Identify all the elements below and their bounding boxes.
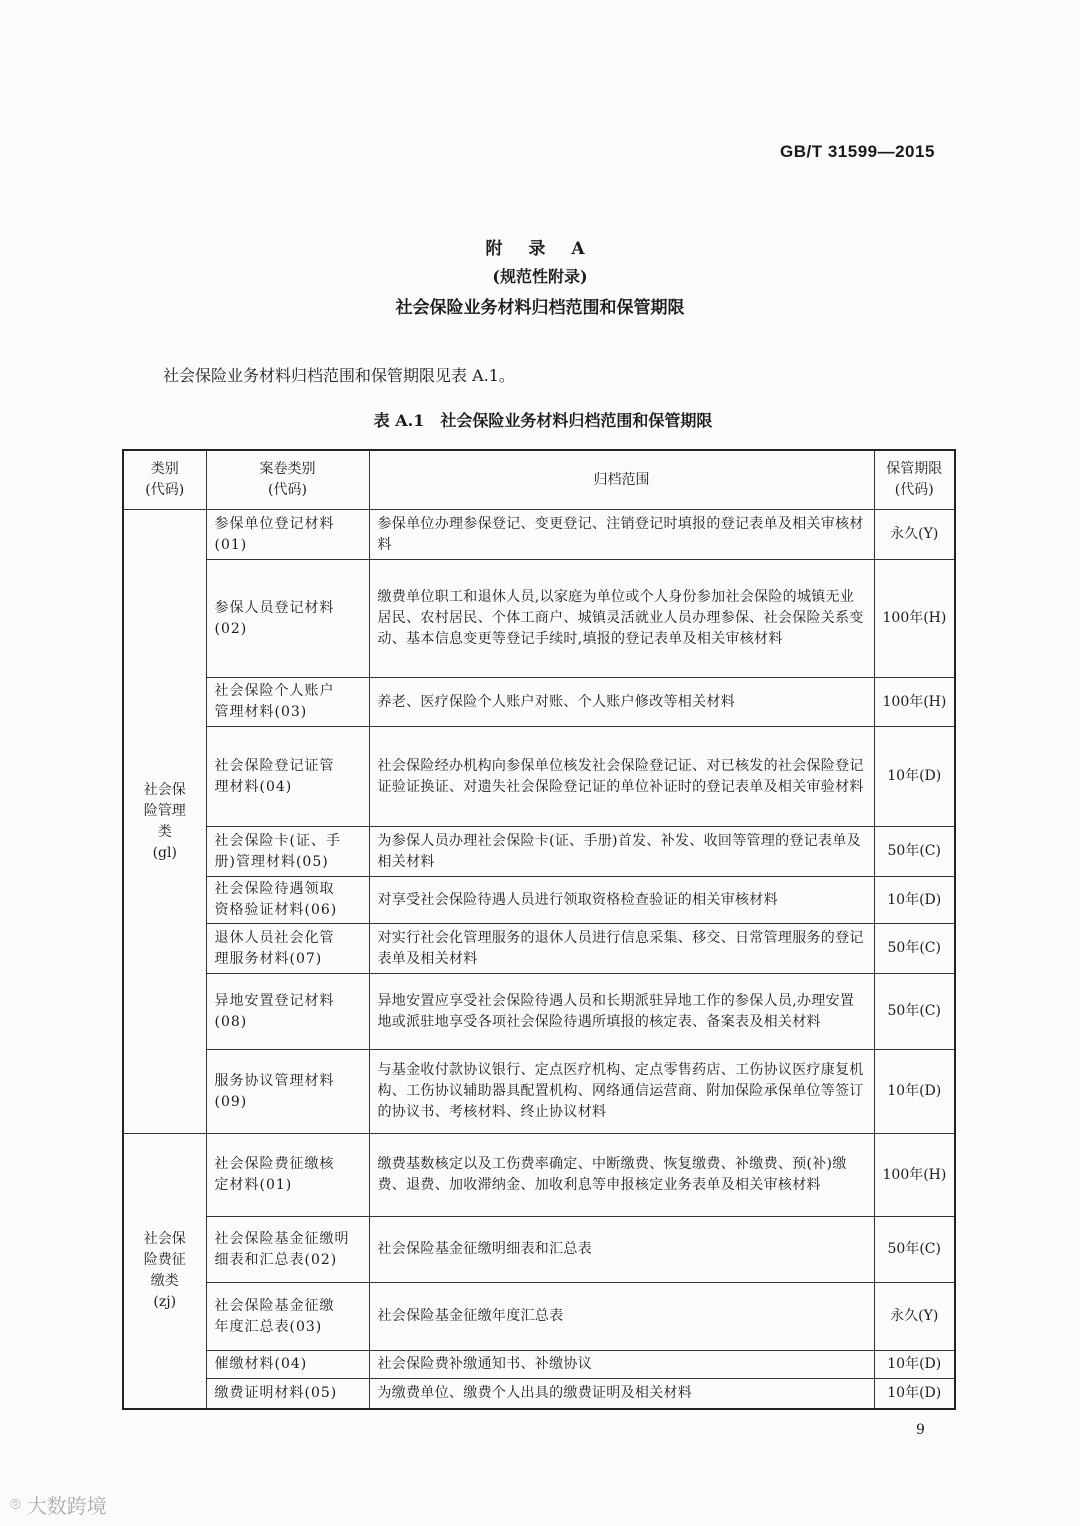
retention-period-cell: 永久(Y)	[874, 510, 955, 560]
volume-type-line: 参保单位登记材料	[214, 515, 335, 532]
table-row	[123, 560, 955, 678]
table-row	[123, 1050, 955, 1134]
retention-period-cell: 50年(C)	[874, 827, 955, 877]
volume-type-cell	[206, 1134, 369, 1217]
volume-type-cell	[206, 924, 369, 974]
volume-type-line: 管理材料(03)	[214, 704, 308, 720]
volume-type-line: 社会保险卡(证、手	[214, 832, 341, 849]
appendix-main-title: 社会保险业务材料归档范围和保管期限	[395, 298, 685, 318]
volume-type-line: 参保人员登记材料	[214, 599, 335, 616]
header-category	[123, 450, 206, 510]
volume-type-line: 缴费证明材料(05)	[214, 1384, 338, 1401]
archive-scope-cell: 参保单位办理参保登记、变更登记、注销登记时填报的登记表单及相关审核材料	[369, 510, 874, 560]
page-number: 9	[916, 1422, 925, 1438]
retention-period-cell: 10年(D)	[874, 1050, 955, 1134]
header-volume	[206, 450, 369, 510]
archive-scope-cell: 社会保险基金征缴明细表和汇总表	[369, 1217, 874, 1283]
volume-type-line: (09)	[214, 1093, 248, 1110]
table-row	[123, 1351, 955, 1379]
retention-table	[122, 449, 956, 1410]
table-row	[123, 727, 955, 827]
retention-period-cell: 50年(C)	[874, 924, 955, 974]
volume-type-cell	[206, 1283, 369, 1351]
volume-type-line: 服务协议管理材料	[214, 1072, 335, 1089]
volume-type-line: 社会保险个人账户	[214, 683, 335, 699]
volume-type-line: 册)管理材料(05)	[214, 853, 329, 870]
table-body	[123, 510, 955, 1409]
archive-scope-cell: 异地安置应享受社会保险待遇人员和长期派驻异地工作的参保人员,办理安置地或派驻地享受各项社会保险待遇所填报的核定表、备案表及相关材料	[369, 974, 874, 1050]
volume-type-cell	[206, 727, 369, 827]
table-row	[123, 877, 955, 924]
retention-period-cell: 10年(D)	[874, 877, 955, 924]
header-volume-label: 案卷类别	[259, 461, 316, 477]
table-row	[123, 510, 955, 560]
table-row	[123, 1217, 955, 1283]
header-volume-code: (代码)	[268, 482, 307, 498]
category-line: (zj)	[153, 1293, 177, 1310]
category-line: 缴类	[150, 1272, 179, 1289]
category-cell	[123, 1134, 206, 1409]
header-category-code: (代码)	[145, 482, 185, 498]
category-line: 社会保	[143, 781, 186, 798]
volume-type-cell	[206, 974, 369, 1050]
volume-type-line: (02)	[214, 620, 248, 637]
header-retention	[874, 450, 955, 510]
header-retention-label: 保管期限	[886, 461, 943, 477]
archive-scope-cell: 对享受社会保险待遇人员进行领取资格检查验证的相关审核材料	[369, 877, 874, 924]
volume-type-line: 退休人员社会化管	[214, 929, 335, 946]
volume-type-line: 异地安置登记材料	[214, 992, 335, 1009]
volume-type-line: (01)	[214, 536, 248, 553]
retention-period-cell: 100年(H)	[874, 560, 955, 678]
table-row	[123, 1379, 955, 1409]
category-cell	[123, 510, 206, 1134]
volume-type-line: 社会保险登记证管	[214, 757, 335, 774]
volume-type-line: 社会保险基金征缴明	[214, 1230, 350, 1247]
volume-type-line: 细表和汇总表(02)	[214, 1251, 338, 1268]
retention-period-cell: 50年(C)	[874, 1217, 955, 1283]
retention-period-cell: 100年(H)	[874, 1134, 955, 1217]
volume-type-cell	[206, 1050, 369, 1134]
archive-scope-cell: 缴费单位职工和退休人员,以家庭为单位或个人身份参加社会保险的城镇无业居民、农村居民、个体工商户、城镇灵活就业人员办理参保、社会保险关系变动、基本信息变更等登记手续时,填报的登记表单及相关审核材料	[369, 560, 874, 678]
category-line: (gl)	[152, 844, 177, 861]
retention-period-cell: 10年(D)	[874, 727, 955, 827]
table-row	[123, 924, 955, 974]
retention-period-cell: 10年(D)	[874, 1379, 955, 1409]
volume-type-line: 定材料(01)	[214, 1177, 293, 1193]
archive-scope-cell: 社会保险经办机构向参保单位核发社会保险登记证、对已核发的社会保险登记证验证换证、对遗失社会保险登记证的单位补证时的登记表单及相关审验材料	[369, 727, 874, 827]
table-row	[123, 678, 955, 727]
header-retention-code: (代码)	[894, 482, 934, 498]
volume-type-cell	[206, 1351, 369, 1379]
retention-period-cell: 50年(C)	[874, 974, 955, 1050]
table-header-row	[123, 450, 955, 510]
table-row	[123, 974, 955, 1050]
archive-scope-cell: 社会保险费补缴通知书、补缴协议	[369, 1351, 874, 1379]
volume-type-cell	[206, 827, 369, 877]
volume-type-line: 社会保险基金征缴	[214, 1297, 335, 1314]
wechat-icon: ⌾	[10, 1494, 21, 1515]
archive-scope-cell: 为参保人员办理社会保险卡(证、手册)首发、补发、收回等管理的登记表单及相关材料	[369, 827, 874, 877]
volume-type-cell	[206, 510, 369, 560]
category-line: 社会保	[143, 1230, 186, 1247]
appendix-title: 附 录 A	[485, 239, 595, 259]
volume-type-cell	[206, 1217, 369, 1283]
retention-period-cell: 100年(H)	[874, 678, 955, 727]
volume-type-line: (08)	[214, 1013, 248, 1030]
archive-scope-cell: 为缴费单位、缴费个人出具的缴费证明及相关材料	[369, 1379, 874, 1409]
table-row	[123, 1283, 955, 1351]
volume-type-line: 催缴材料(04)	[214, 1356, 308, 1372]
category-line: 类	[157, 823, 172, 840]
table-caption: 表 A.1 社会保险业务材料归档范围和保管期限	[373, 411, 713, 430]
volume-type-cell	[206, 1379, 369, 1409]
volume-type-line: 理服务材料(07)	[214, 950, 323, 967]
table-row	[123, 827, 955, 877]
archive-scope-cell: 与基金收付款协议银行、定点医疗机构、定点零售药店、工伤协议医疗康复机构、工伤协议辅助器具配置机构、网络通信运营商、附加保险承保单位等签订的协议书、考核材料、终止协议材料	[369, 1050, 874, 1134]
appendix-subtitle: (规范性附录)	[492, 267, 588, 286]
volume-type-line: 社会保险待遇领取	[214, 881, 335, 897]
category-line: 险管理	[143, 802, 186, 819]
archive-scope-cell: 对实行社会化管理服务的退休人员进行信息采集、移交、日常管理服务的登记表单及相关材料	[369, 924, 874, 974]
header-category-label: 类别	[150, 461, 179, 477]
archive-scope-cell: 养老、医疗保险个人账户对账、个人账户修改等相关材料	[369, 678, 874, 727]
volume-type-line: 理材料(04)	[214, 778, 293, 795]
volume-type-line: 社会保险费征缴核	[214, 1156, 335, 1172]
watermark	[10, 1490, 107, 1519]
category-line: 险费征	[143, 1251, 186, 1268]
standard-number: GB/T 31599—2015	[780, 142, 935, 161]
retention-period-cell: 永久(Y)	[874, 1283, 955, 1351]
archive-scope-cell: 缴费基数核定以及工伤费率确定、中断缴费、恢复缴费、补缴费、预(补)缴费、退费、加收滞纳金、加收利息等申报核定业务表单及相关审核材料	[369, 1134, 874, 1217]
header-scope: 归档范围	[369, 450, 874, 510]
table-row	[123, 1134, 955, 1217]
archive-scope-cell: 社会保险基金征缴年度汇总表	[369, 1283, 874, 1351]
volume-type-line: 年度汇总表(03)	[214, 1318, 323, 1335]
volume-type-cell	[206, 877, 369, 924]
volume-type-line: 资格验证材料(06)	[214, 902, 338, 918]
intro-paragraph: 社会保险业务材料归档范围和保管期限见表 A.1。	[163, 366, 515, 385]
watermark-text: 大数跨境	[26, 1494, 107, 1518]
retention-period-cell: 10年(D)	[874, 1351, 955, 1379]
volume-type-cell	[206, 560, 369, 678]
volume-type-cell	[206, 678, 369, 727]
